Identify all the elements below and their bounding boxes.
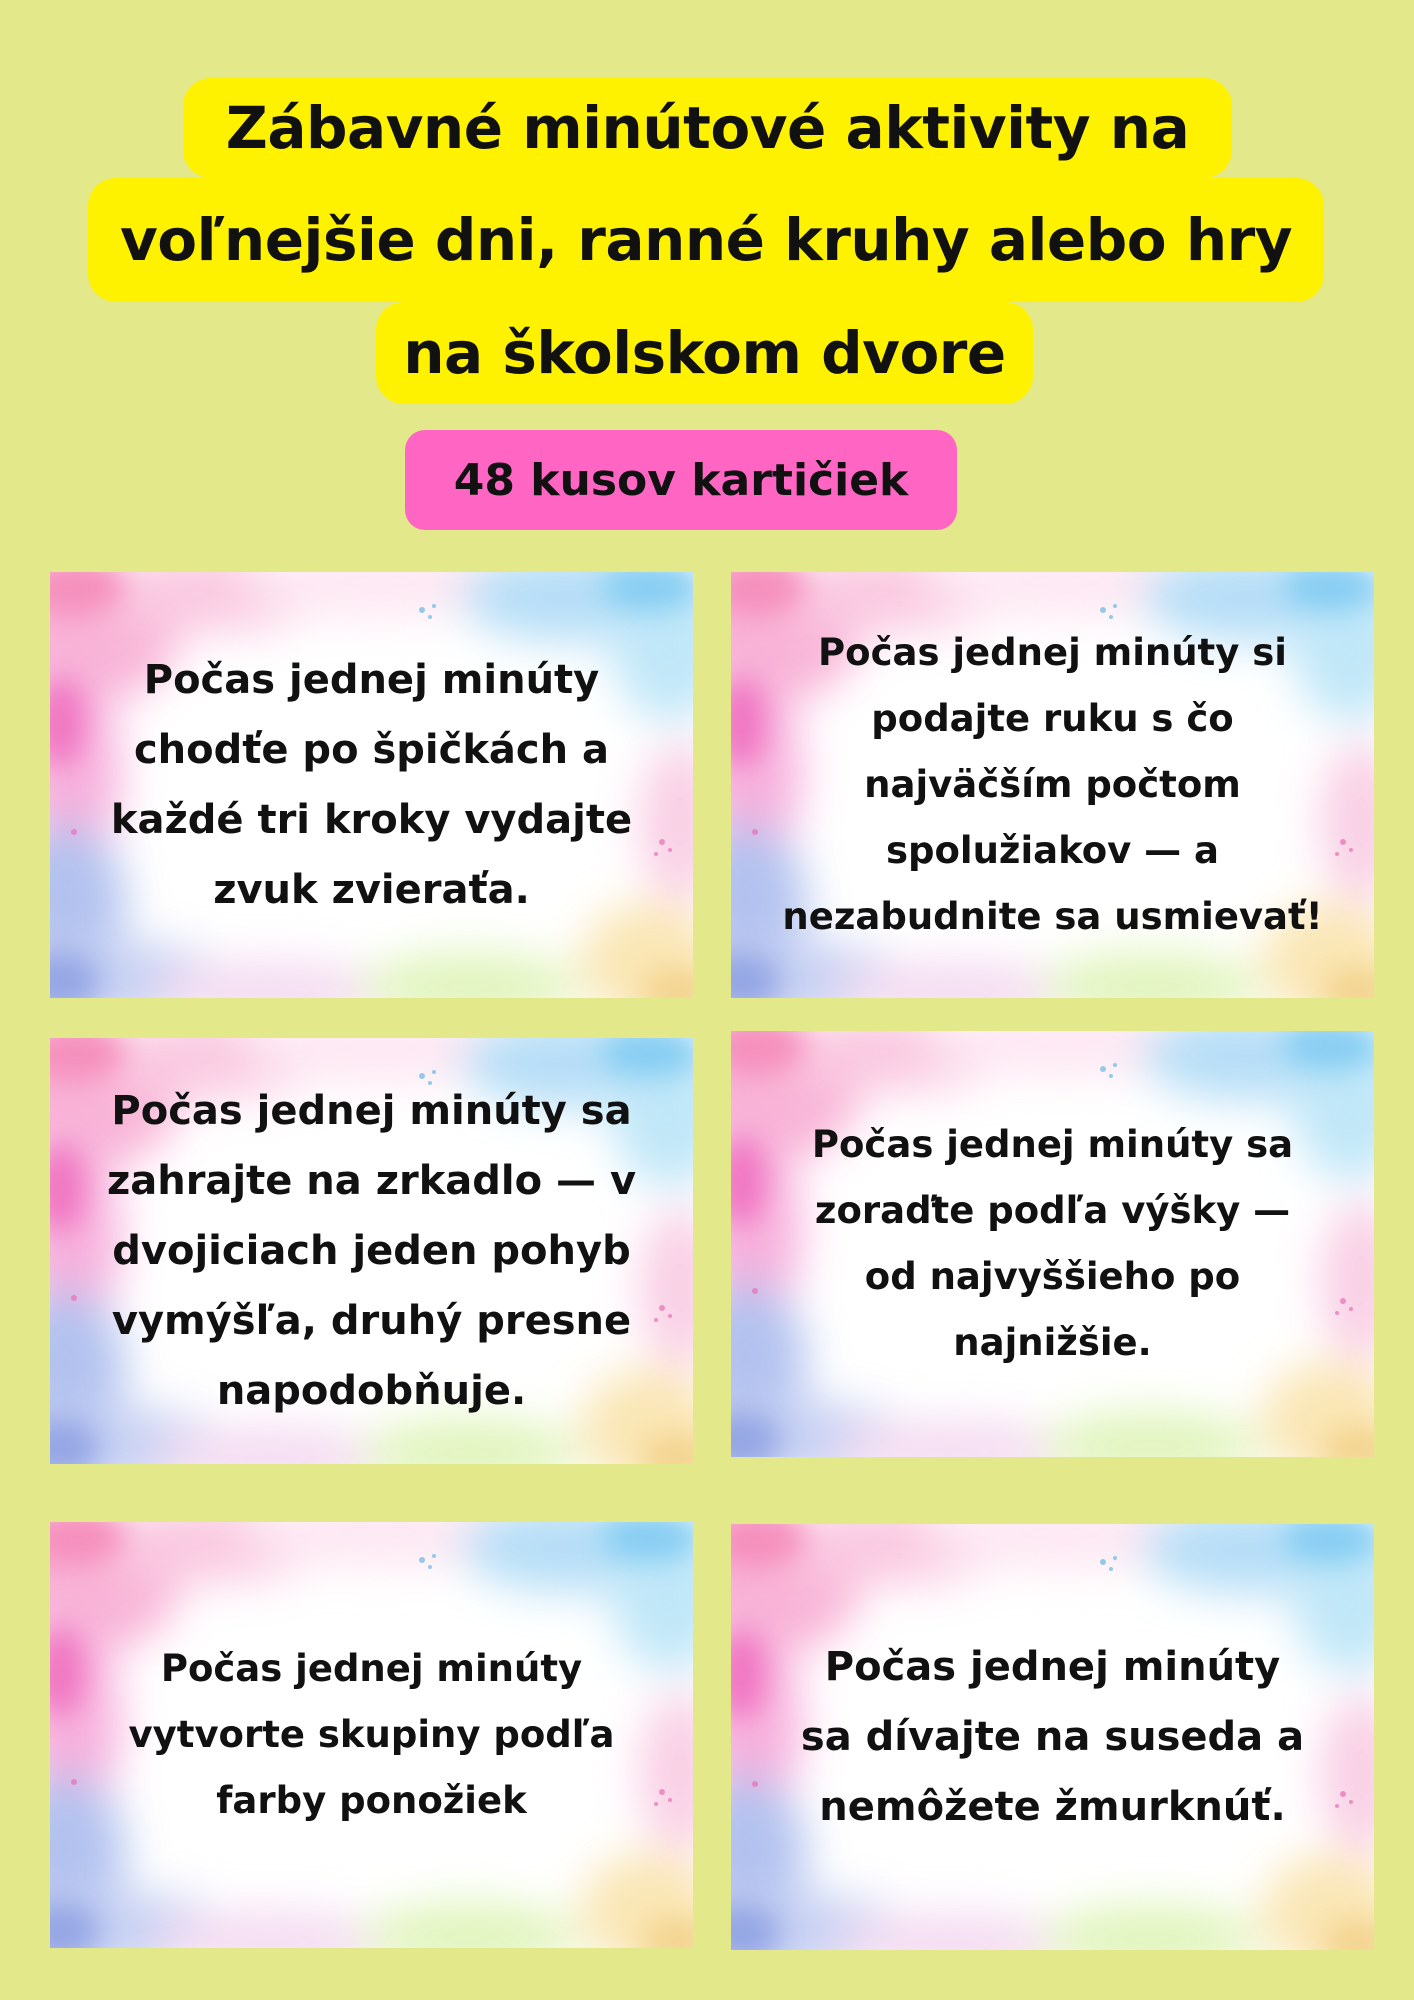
activity-card-text: Počas jednej minúty sa zahrajte na zrkadlo — v dvojiciach jeden pohyb vymýšľa, druhý presne napodobňuje. — [106, 1088, 637, 1414]
activity-card-text: Počas jednej minúty chodťe po špičkách a každé tri kroky vydajte zvuk zvieraťa. — [110, 657, 633, 913]
activity-card-4 — [731, 1031, 1374, 1457]
page-title-line-3: na školskom dvore — [376, 302, 1033, 404]
activity-card-text: Počas jednej minúty sa zoraďte podľa výšky — od najvyššieho po najnižšie. — [811, 1123, 1294, 1364]
page-title-line-1: Zábavné minútové aktivity na — [183, 78, 1232, 178]
page-title-line-2: voľnejšie dni, ranné kruhy alebo hry — [88, 178, 1324, 302]
activity-card-text: Počas jednej minúty vytvorte skupiny podľa farby ponožiek — [128, 1647, 615, 1822]
activity-card-1 — [50, 572, 693, 998]
activity-card-6 — [731, 1524, 1374, 1950]
activity-card-5 — [50, 1522, 693, 1948]
card-count-badge: 48 kusov kartičiek — [405, 430, 957, 530]
activity-card-text: Počas jednej minúty sa dívajte na suseda a nemôžete žmurknúť. — [800, 1644, 1305, 1830]
activity-card-2 — [731, 572, 1374, 998]
activity-card-3 — [50, 1038, 693, 1464]
activity-card-text: Počas jednej minúty si podajte ruku s čo najväčším počtom spolužiakov — a nezabudnite sa usmievať! — [782, 631, 1323, 938]
